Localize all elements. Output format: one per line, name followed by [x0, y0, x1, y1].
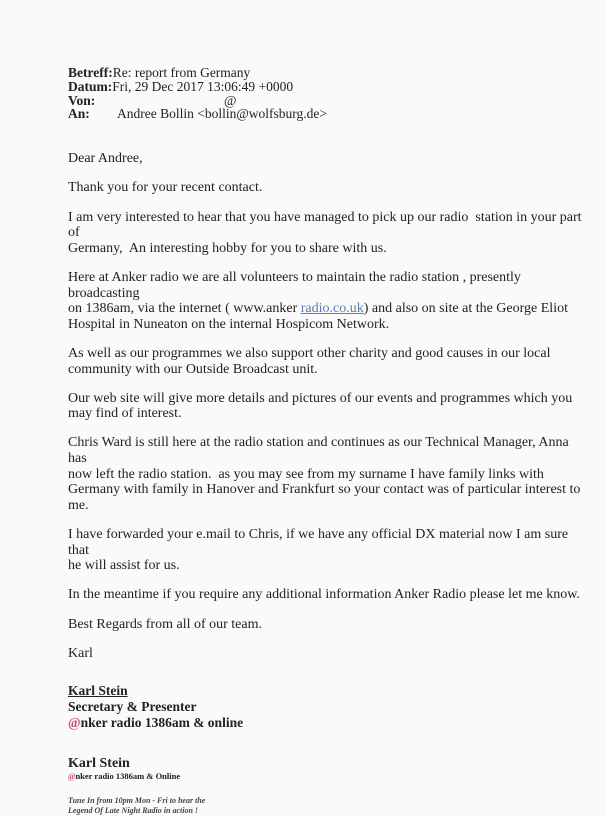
signature-station — [68, 715, 588, 731]
anker-at-logo-icon: @ — [68, 715, 81, 731]
from-label: Von: — [68, 92, 96, 108]
line: ) and also on site at the George Eliot — [363, 301, 568, 317]
line: Here at Anker radio we are all volunteers to maintain the radio station , presently broadcasting — [68, 269, 525, 301]
to-row — [68, 107, 588, 121]
paragraph-staff — [68, 435, 588, 513]
line: Our web site will give more details and pictures of our events and programmes which you — [68, 390, 573, 406]
date-row — [68, 80, 588, 94]
date-label: Datum: — [68, 78, 113, 94]
paragraph-website — [68, 391, 588, 422]
paragraph-interest — [68, 210, 588, 257]
signature-name: Karl Stein — [68, 683, 128, 699]
line: may find of interest. — [68, 406, 182, 422]
email-printout — [68, 66, 588, 816]
subject-value: Re: report from Germany — [112, 65, 251, 80]
line: Germany, An interesting hobby for you to share with us. — [68, 240, 387, 256]
subject-label: Betreff: — [68, 65, 113, 80]
email-header — [68, 66, 588, 121]
signature — [68, 683, 588, 731]
paragraph-forwarded — [68, 527, 588, 574]
line: Germany with family in Hanover and Frankfurt so your contact was of particular interest to — [68, 482, 581, 498]
line: Chris Ward is still here at the radio station and continues as our Technical Manager, Anna has — [68, 435, 573, 467]
to-label: An: — [68, 106, 90, 122]
anker-at-logo-icon: @ — [68, 772, 76, 782]
paragraph-meantime: In the meantime if you require any additional information Anker Radio please let me know. — [68, 587, 580, 603]
line: I am very interested to hear that you have managed to pick up our radio station in your part of — [68, 209, 586, 241]
website-link[interactable]: radio.co.uk — [300, 301, 364, 317]
paragraph-about-station — [68, 270, 588, 332]
signature-station-text: nker radio 1386am & online — [80, 715, 244, 731]
greeting: Dear Andree, — [68, 151, 143, 167]
line: I have forwarded your e.mail to Chris, if we have any official DX material now I am sure that — [68, 527, 572, 558]
tagline-line: Tune In from 10pm Mon - Fri to hear the — [68, 796, 206, 806]
card-station — [68, 771, 588, 782]
email-body — [68, 151, 588, 661]
line: Hospital in Nuneaton on the internal Hospicom Network. — [68, 316, 390, 332]
from-row — [68, 94, 588, 108]
card-station-text: nker radio 1386am & Online — [75, 771, 181, 782]
line: now left the radio station. as you may see from my surname I have family links with — [68, 466, 544, 482]
card-name: Karl Stein — [68, 756, 130, 772]
line: As well as our programmes we also support other charity and good causes in our local — [68, 345, 551, 361]
paragraph-thanks: Thank you for your recent contact. — [68, 180, 263, 196]
to-value: Andree Bollin <bollin@wolfsburg.de> — [117, 106, 328, 122]
line: on 1386am, via the internet ( www.anker — [68, 301, 301, 317]
from-value: @ — [224, 92, 237, 108]
paragraph-charity — [68, 346, 588, 377]
business-card — [68, 756, 588, 816]
sign-off: Karl — [68, 645, 93, 661]
paragraph-regards: Best Regards from all of our team. — [68, 616, 263, 632]
signature-title: Secretary & Presenter — [68, 699, 197, 715]
line: community with our Outside Broadcast unit. — [68, 361, 318, 377]
date-value: Fri, 29 Dec 2017 13:06:49 +0000 — [112, 78, 294, 94]
tagline-line: Legend Of Late Night Radio in action ! — [68, 806, 198, 816]
tagline — [68, 796, 588, 816]
subject-row — [68, 66, 588, 80]
line: me. — [68, 497, 89, 513]
line: he will assist for us. — [68, 558, 180, 574]
